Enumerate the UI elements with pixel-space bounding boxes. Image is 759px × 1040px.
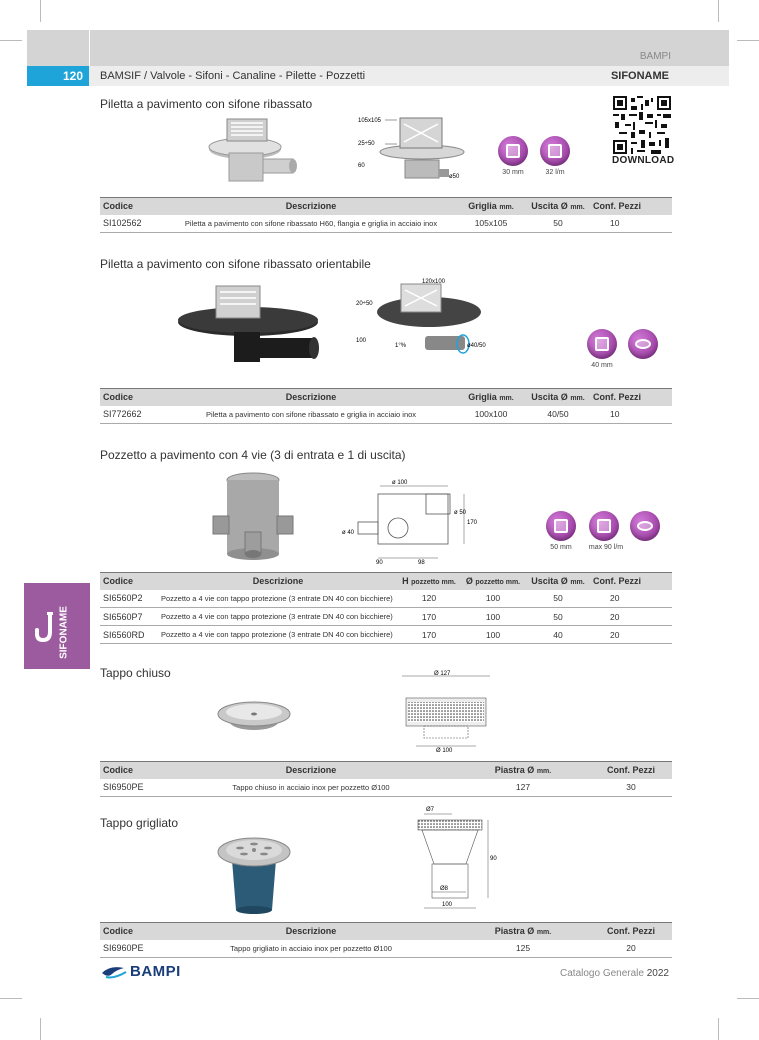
footer-catalog: Catalogo Generale 2022 — [560, 968, 669, 979]
col-header: Codice — [100, 389, 166, 406]
table-row: SI6960PE Tappo grigliato in acciaio inox per pozzetto Ø100 125 20 — [100, 940, 672, 958]
crop-mark — [737, 998, 759, 999]
product-title: Tappo chiuso — [100, 666, 171, 680]
drawing-label: ø 40 — [342, 530, 355, 536]
drawing-label: 170 — [467, 520, 478, 526]
crop-mark — [0, 998, 22, 999]
drawing-label: ø40/50 — [467, 343, 486, 349]
bampi-logo-icon — [100, 964, 128, 980]
product-table — [100, 197, 672, 233]
table-row: SI772662 Piletta a pavimento con sifone ribassato e griglia in acciaio inox 100x100 40/50 10 — [100, 406, 672, 424]
crop-mark — [40, 1018, 41, 1040]
product-photo — [214, 830, 294, 916]
col-header: Codice — [100, 198, 166, 215]
product-table — [100, 388, 672, 424]
siphon-icon — [34, 612, 58, 646]
water-depth-badge — [546, 511, 576, 541]
flow-rate-badge — [589, 511, 619, 541]
table-row: SI6560P2 Pozzetto a 4 vie con tappo protezione (3 entrate DN 40 con bicchiere) 120 100 50 20 — [100, 590, 672, 608]
col-header: Descrizione — [166, 389, 456, 406]
header-band — [27, 30, 729, 66]
crop-mark — [718, 0, 719, 22]
drawing-label: Ø7 — [426, 807, 435, 813]
section-title: SIFONAME — [610, 70, 669, 82]
crop-mark — [0, 40, 22, 41]
col-header: Conf. Pezzi — [590, 198, 672, 215]
drawing-label: 25÷50 — [358, 141, 375, 147]
product-photo — [205, 115, 300, 187]
technical-drawing — [412, 802, 496, 916]
page-number: 120 — [27, 66, 89, 86]
product-table — [100, 761, 672, 797]
col-header: Codice — [100, 762, 166, 779]
col-header: Descrizione — [166, 198, 456, 215]
col-header: Codice — [100, 573, 158, 590]
drawing-label: 60 — [358, 163, 365, 169]
col-header: H pozzetto mm. — [398, 573, 460, 590]
product-title: Piletta a pavimento con sifone ribassato — [100, 97, 313, 111]
download-label[interactable]: DOWNLOAD — [612, 155, 675, 166]
drawing-label: 90 — [490, 856, 497, 862]
crop-mark — [737, 40, 759, 41]
drawing-label: Ø 127 — [434, 671, 451, 677]
col-header: Descrizione — [166, 923, 456, 940]
col-header: Uscita Ø mm. — [526, 573, 590, 590]
water-depth-badge — [498, 136, 528, 166]
badge-label: 50 mm — [550, 544, 572, 551]
col-header: Conf. Pezzi — [590, 573, 672, 590]
col-header: Uscita Ø mm. — [526, 198, 590, 215]
crop-mark — [718, 1018, 719, 1040]
technical-drawing — [355, 112, 470, 188]
product-photo — [205, 470, 305, 570]
drawing-label: ø 100 — [392, 480, 408, 486]
crop-mark — [40, 0, 41, 22]
pipe-connection-badge — [630, 511, 660, 541]
col-header: Piastra Ø mm. — [456, 762, 590, 779]
drawing-label: 120x100 — [422, 279, 446, 285]
flow-rate-badge — [540, 136, 570, 166]
breadcrumb: BAMSIF / Valvole - Sifoni - Canaline - Pilette - Pozzetti — [100, 70, 366, 82]
drawing-label: 98 — [418, 560, 425, 566]
col-header: Conf. Pezzi — [590, 923, 672, 940]
table-row: SI6560RD Pozzetto a 4 vie con tappo protezione (3 entrate DN 40 con bicchiere) 170 100 40 20 — [100, 626, 672, 644]
qr-code-icon[interactable] — [613, 96, 671, 154]
product-table — [100, 572, 672, 644]
table-row: SI6560P7 Pozzetto a 4 vie con tappo protezione (3 entrate DN 40 con bicchiere) 170 100 50 20 — [100, 608, 672, 626]
drawing-label: 105x105 — [358, 118, 382, 124]
drawing-label: Ø 100 — [436, 748, 453, 754]
product-table — [100, 922, 672, 958]
drawing-label: 20÷50 — [356, 301, 373, 307]
drawing-label: 100 — [442, 902, 453, 908]
footer-brand: BAMPI — [130, 963, 181, 980]
product-photo — [214, 694, 294, 738]
water-depth-badge — [587, 329, 617, 359]
col-header: Codice — [100, 923, 166, 940]
drawing-label: 100 — [356, 338, 367, 344]
product-title: Piletta a pavimento con sifone ribassato orientabile — [100, 257, 371, 271]
drawing-label: ø50 — [449, 174, 460, 180]
product-photo — [172, 276, 332, 372]
col-header: Griglia mm. — [456, 389, 526, 406]
col-header: Conf. Pezzi — [590, 389, 672, 406]
badge-label: max 90 l/m — [588, 544, 624, 551]
col-header: Descrizione — [158, 573, 398, 590]
product-title: Tappo grigliato — [100, 816, 179, 830]
table-row: SI102562 Piletta a pavimento con sifone ribassato H60, flangia e griglia in acciaio inox 105x105 50 10 — [100, 215, 672, 233]
badge-label: 30 mm — [502, 169, 524, 176]
col-header: Piastra Ø mm. — [456, 923, 590, 940]
col-header: Ø pozzetto mm. — [460, 573, 526, 590]
technical-drawing — [340, 476, 480, 568]
col-header: Descrizione — [166, 762, 456, 779]
col-header: Uscita Ø mm. — [526, 389, 590, 406]
drawing-label: Ø8 — [440, 886, 449, 892]
table-row: SI6950PE Tappo chiuso in acciaio inox per pozzetto Ø100 127 30 — [100, 779, 672, 797]
col-header: Griglia mm. — [456, 198, 526, 215]
pipe-connection-badge — [628, 329, 658, 359]
product-title: Pozzetto a pavimento con 4 vie (3 di entrata e 1 di uscita) — [100, 448, 406, 462]
header-brand: BAMPI — [639, 51, 671, 62]
side-tab-label: SIFONAME — [58, 606, 70, 659]
header-divider — [89, 30, 90, 66]
drawing-label: 1°% — [395, 343, 407, 349]
badge-label: 32 l/m — [545, 169, 565, 176]
drawing-label: 90 — [376, 560, 383, 566]
col-header: Conf. Pezzi — [590, 762, 672, 779]
drawing-label: ø 50 — [454, 510, 467, 516]
badge-label: 40 mm — [591, 362, 613, 369]
technical-drawing — [396, 668, 496, 754]
technical-drawing — [355, 272, 495, 372]
